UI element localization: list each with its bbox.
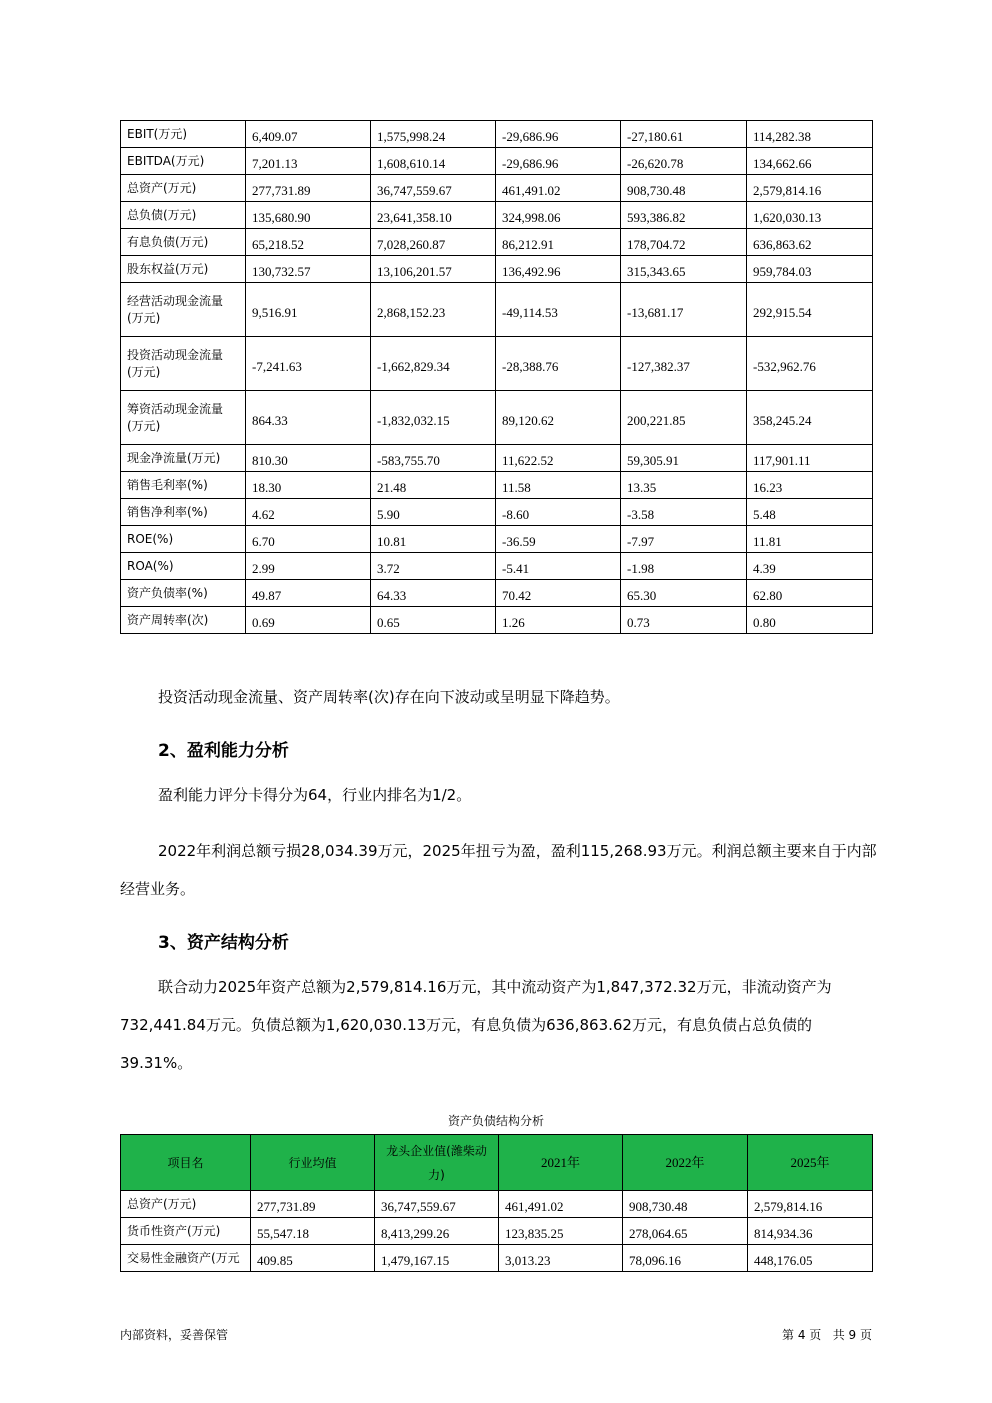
row-label: 销售净利率(%) xyxy=(121,499,246,526)
cell-value: -3.58 xyxy=(621,499,747,526)
cell-value: -27,180.61 xyxy=(621,121,747,148)
row-label: 货币性资产(万元) xyxy=(121,1218,251,1245)
header-industry-average: 行业均值 xyxy=(251,1135,375,1191)
cell-value: 11.58 xyxy=(496,472,621,499)
cell-value: 16.23 xyxy=(747,472,873,499)
table-caption: 资产负债结构分析 xyxy=(447,1114,544,1128)
cell-value: 959,784.03 xyxy=(747,256,873,283)
table-row xyxy=(121,472,873,499)
row-label: 有息负债(万元) xyxy=(121,229,246,256)
cell-value: 1.26 xyxy=(496,607,621,634)
cell-value: 10.81 xyxy=(371,526,496,553)
row-label: 总资产(万元) xyxy=(121,1191,251,1218)
cell-value: 0.65 xyxy=(371,607,496,634)
footer-page-number: 第 4 页 共 9 页 xyxy=(782,1328,872,1342)
cell-value: 117,901.11 xyxy=(747,445,873,472)
cell-value: 810.30 xyxy=(246,445,371,472)
cell-value: 461,491.02 xyxy=(499,1191,623,1218)
header-2025: 2025年 xyxy=(748,1135,873,1191)
cell-value: 1,575,998.24 xyxy=(371,121,496,148)
cell-value: -7.97 xyxy=(621,526,747,553)
cell-value: 6,409.07 xyxy=(246,121,371,148)
cell-value: 0.69 xyxy=(246,607,371,634)
cell-value: 62.80 xyxy=(747,580,873,607)
cell-value: -26,620.78 xyxy=(621,148,747,175)
row-label: 股东权益(万元) xyxy=(121,256,246,283)
cell-value: 324,998.06 xyxy=(496,202,621,229)
cell-value: 1,608,610.14 xyxy=(371,148,496,175)
cell-value: 65,218.52 xyxy=(246,229,371,256)
row-label: ROA(%) xyxy=(121,553,246,580)
cell-value: 178,704.72 xyxy=(621,229,747,256)
cell-value: 70.42 xyxy=(496,580,621,607)
table-row xyxy=(121,391,873,445)
cell-value: 461,491.02 xyxy=(496,175,621,202)
cell-value: -5.41 xyxy=(496,553,621,580)
cell-value: -13,681.17 xyxy=(621,283,747,337)
header-item-name: 项目名 xyxy=(121,1135,251,1191)
row-label: ROE(%) xyxy=(121,526,246,553)
row-label: 资产周转率(次) xyxy=(121,607,246,634)
cell-value: 135,680.90 xyxy=(246,202,371,229)
row-label: 筹资活动现金流量(万元) xyxy=(121,391,246,445)
table-header-row xyxy=(121,1135,873,1191)
financial-indicators-table xyxy=(120,120,873,634)
table-row xyxy=(121,1245,873,1272)
table-row xyxy=(121,445,873,472)
table-row xyxy=(121,283,873,337)
cell-value: 2,868,152.23 xyxy=(371,283,496,337)
row-label: 资产负债率(%) xyxy=(121,580,246,607)
cell-value: 593,386.82 xyxy=(621,202,747,229)
table-row xyxy=(121,256,873,283)
cell-value: 11,622.52 xyxy=(496,445,621,472)
cell-value: 134,662.66 xyxy=(747,148,873,175)
table-row xyxy=(121,148,873,175)
cell-value: 292,915.54 xyxy=(747,283,873,337)
cell-value: 315,343.65 xyxy=(621,256,747,283)
cell-value: 7,028,260.87 xyxy=(371,229,496,256)
row-label: 总负债(万元) xyxy=(121,202,246,229)
cell-value: 5.48 xyxy=(747,499,873,526)
cell-value: -127,382.37 xyxy=(621,337,747,391)
cell-value: 78,096.16 xyxy=(623,1245,748,1272)
cell-value: 200,221.85 xyxy=(621,391,747,445)
cell-value: 13.35 xyxy=(621,472,747,499)
cell-value: 65.30 xyxy=(621,580,747,607)
cell-value: 2,579,814.16 xyxy=(748,1191,873,1218)
cell-value: 89,120.62 xyxy=(496,391,621,445)
cell-value: -1.98 xyxy=(621,553,747,580)
table-row xyxy=(121,229,873,256)
cell-value: 0.80 xyxy=(747,607,873,634)
cell-value: 7,201.13 xyxy=(246,148,371,175)
cell-value: 23,641,358.10 xyxy=(371,202,496,229)
table-row xyxy=(121,553,873,580)
row-label: EBIT(万元) xyxy=(121,121,246,148)
row-label: 投资活动现金流量(万元) xyxy=(121,337,246,391)
cell-value: 36,747,559.67 xyxy=(375,1191,499,1218)
cell-value: 123,835.25 xyxy=(499,1218,623,1245)
table-row xyxy=(121,607,873,634)
section-3-heading: 3、资产结构分析 xyxy=(158,933,289,953)
row-label: 销售毛利率(%) xyxy=(121,472,246,499)
cell-value: 2.99 xyxy=(246,553,371,580)
table-row xyxy=(121,526,873,553)
cell-value: 114,282.38 xyxy=(747,121,873,148)
cell-value: 1,479,167.15 xyxy=(375,1245,499,1272)
cell-value: -28,388.76 xyxy=(496,337,621,391)
cell-value: 277,731.89 xyxy=(246,175,371,202)
header-2022: 2022年 xyxy=(623,1135,748,1191)
cell-value: 1,620,030.13 xyxy=(747,202,873,229)
cell-value: 636,863.62 xyxy=(747,229,873,256)
section-2-paragraph-2: 2022年利润总额亏损28,034.39万元，2025年扭亏为盈，盈利115,268.93万元。利润总额主要来自于内部经营业务。 xyxy=(120,842,877,898)
table-row xyxy=(121,1191,873,1218)
cell-value: 6.70 xyxy=(246,526,371,553)
cell-value: -583,755.70 xyxy=(371,445,496,472)
footer-confidential-note: 内部资料，妥善保管 xyxy=(120,1328,229,1342)
section-3-paragraph-1: 联合动力2025年资产总额为2,579,814.16万元，其中流动资产为1,847,372.32万元，非流动资产为732,441.84万元。负债总额为1,620,030.13万元，有息负债为636,863.62万元，有息负债占总负债的39.31%。 xyxy=(120,978,832,1072)
balance-sheet-structure-table xyxy=(120,1134,873,1272)
cell-value: 11.81 xyxy=(747,526,873,553)
cell-value: -29,686.96 xyxy=(496,148,621,175)
cell-value: 18.30 xyxy=(246,472,371,499)
cell-value: 3,013.23 xyxy=(499,1245,623,1272)
row-label: EBITDA(万元) xyxy=(121,148,246,175)
header-leading-company: 龙头企业值(潍柴动力) xyxy=(375,1135,499,1191)
row-label: 总资产(万元) xyxy=(121,175,246,202)
table-row xyxy=(121,1218,873,1245)
cell-value: 3.72 xyxy=(371,553,496,580)
table-row xyxy=(121,337,873,391)
cell-value: -1,832,032.15 xyxy=(371,391,496,445)
table-row xyxy=(121,175,873,202)
cell-value: 13,106,201.57 xyxy=(371,256,496,283)
cell-value: 864.33 xyxy=(246,391,371,445)
cell-value: 86,212.91 xyxy=(496,229,621,256)
cell-value: -36.59 xyxy=(496,526,621,553)
section-2-heading: 2、盈利能力分析 xyxy=(158,741,289,761)
cell-value: 448,176.05 xyxy=(748,1245,873,1272)
row-label: 交易性金融资产(万元 xyxy=(121,1245,251,1272)
cell-value: 277,731.89 xyxy=(251,1191,375,1218)
cell-value: 21.48 xyxy=(371,472,496,499)
cell-value: 358,245.24 xyxy=(747,391,873,445)
cell-value: 5.90 xyxy=(371,499,496,526)
cell-value: 4.39 xyxy=(747,553,873,580)
cell-value: 2,579,814.16 xyxy=(747,175,873,202)
table-row xyxy=(121,121,873,148)
cell-value: -8.60 xyxy=(496,499,621,526)
cell-value: -1,662,829.34 xyxy=(371,337,496,391)
cell-value: 36,747,559.67 xyxy=(371,175,496,202)
cell-value: 4.62 xyxy=(246,499,371,526)
cell-value: 0.73 xyxy=(621,607,747,634)
cell-value: 409.85 xyxy=(251,1245,375,1272)
cell-value: 59,305.91 xyxy=(621,445,747,472)
cell-value: 814,934.36 xyxy=(748,1218,873,1245)
cell-value: 136,492.96 xyxy=(496,256,621,283)
cell-value: 55,547.18 xyxy=(251,1218,375,1245)
cell-value: 49.87 xyxy=(246,580,371,607)
table-row xyxy=(121,580,873,607)
cell-value: 278,064.65 xyxy=(623,1218,748,1245)
cell-value: 908,730.48 xyxy=(621,175,747,202)
cell-value: -7,241.63 xyxy=(246,337,371,391)
cell-value: 8,413,299.26 xyxy=(375,1218,499,1245)
section-2-paragraph-1: 盈利能力评分卡得分为64，行业内排名为1/2。 xyxy=(158,786,472,804)
table-row xyxy=(121,202,873,229)
row-label: 经营活动现金流量(万元) xyxy=(121,283,246,337)
cell-value: -29,686.96 xyxy=(496,121,621,148)
cell-value: 64.33 xyxy=(371,580,496,607)
trend-note: 投资活动现金流量、资产周转率(次)存在向下波动或呈明显下降趋势。 xyxy=(158,688,620,706)
cell-value: 130,732.57 xyxy=(246,256,371,283)
table-row xyxy=(121,499,873,526)
row-label: 现金净流量(万元) xyxy=(121,445,246,472)
cell-value: -532,962.76 xyxy=(747,337,873,391)
cell-value: -49,114.53 xyxy=(496,283,621,337)
cell-value: 908,730.48 xyxy=(623,1191,748,1218)
header-2021: 2021年 xyxy=(499,1135,623,1191)
cell-value: 9,516.91 xyxy=(246,283,371,337)
